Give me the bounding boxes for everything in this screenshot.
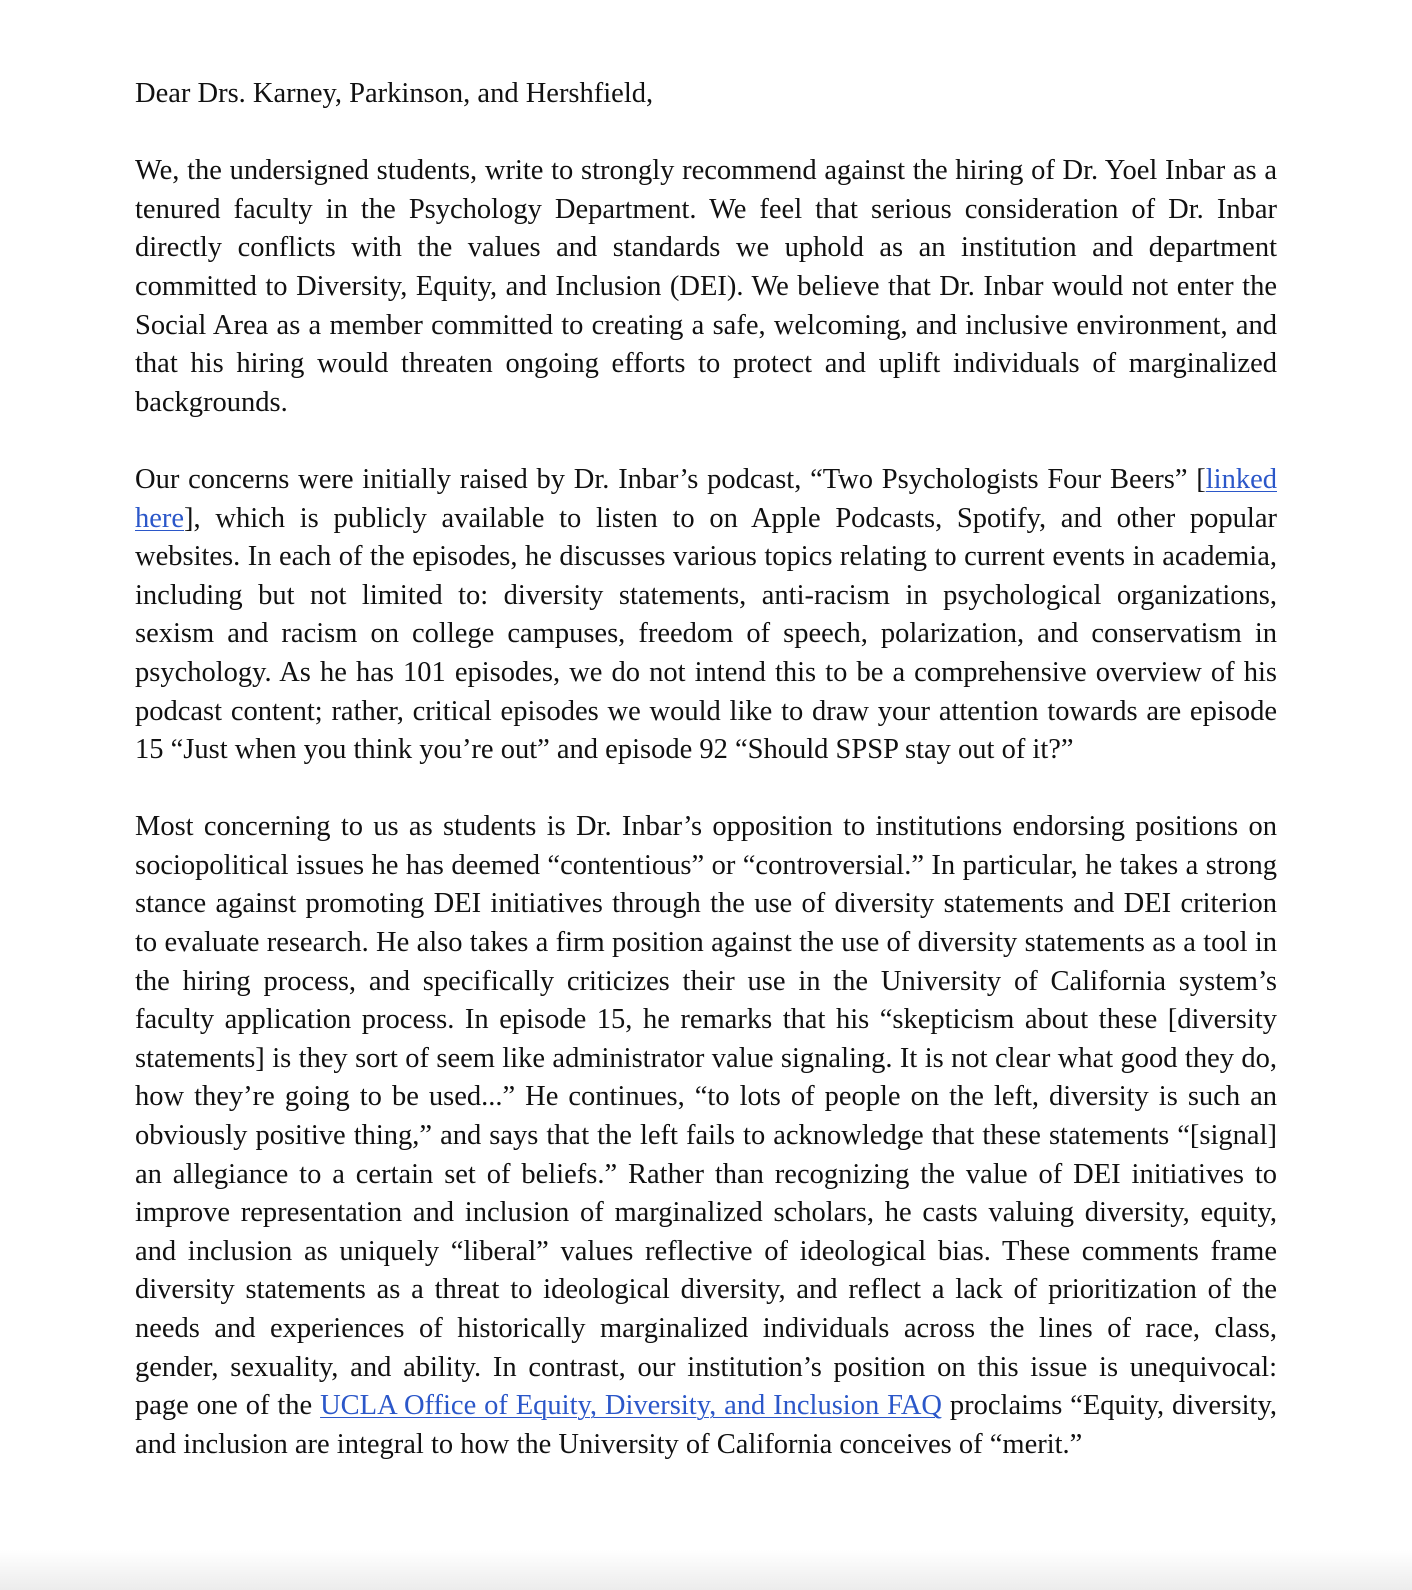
- paragraph-podcast-text-after-link: ], which is publicly available to listen to on Apple Podcasts, Spotify, and other popular websites. In each of the episodes, he discusses various topics relating to current events in academia, including but not limited to: diversity statements, anti-racism in psychological organizations, sexism and racism on college campuses, freedom of speech, polarization, and conservatism in psychology. As he has 101 episodes, we do not intend this to be a comprehensive overview of his podcast content; rather, critical episodes we would like to draw your attention towards are episode 15 “Just when you think you’re out” and episode 92 “Should SPSP stay out of it?”: [135, 502, 1277, 766]
- page-bottom-shadow: [0, 1550, 1412, 1590]
- paragraph-hiring-recommendation: We, the undersigned students, write to strongly recommend against the hiring of Dr. Yoel Inbar as a tenured faculty in the Psychology Department. We feel that serious consideration of Dr. Inbar directly conflicts with the values and standards we uphold as an institution and department committed to Diversity, Equity, and Inclusion (DEI). We believe that Dr. Inbar would not enter the Social Area as a member committed to creating a safe, welcoming, and inclusive environment, and that his hiring would threaten ongoing efforts to protect and uplift individuals of marginalized backgrounds.: [135, 155, 1277, 418]
- paragraph-podcast-text-before-link: Our concerns were initially raised by Dr. Inbar’s podcast, “Two Psychologists Four Beers” [: [135, 463, 1206, 495]
- ucla-edi-faq-link[interactable]: UCLA Office of Equity, Diversity, and Inclusion FAQ: [320, 1390, 943, 1422]
- letter-document: [135, 75, 1277, 1464]
- paragraph-dei-text-after-link: proclaims “Equity, diversity, and inclusion are integral to how the University of California conceives of “merit.”: [135, 1390, 1277, 1460]
- paragraph-dei-text-before-link: Most concerning to us as students is Dr. Inbar’s opposition to institutions endorsing positions on sociopolitical issues he has deemed “contentious” or “controversial.” In particular, he takes a strong stance against promoting DEI initiatives through the use of diversity statements and DEI criterion to evaluate research. He also takes a firm position against the use of diversity statements as a tool in the hiring process, and specifically criticizes their use in the University of California system’s faculty application process. In episode 15, he remarks that his “skepticism about these [diversity statements] is they sort of seem like administrator value signaling. It is not clear what good they do, how they’re going to be used...” He continues, “to lots of people on the left, diversity is such an obviously positive thing,” and says that the left fails to acknowledge that these statements “[signal] an allegiance to a certain set of beliefs.” Rather than recognizing the value of DEI initiatives to improve representation and inclusion of marginalized scholars, he casts valuing diversity, equity, and inclusion as uniquely “liberal” values reflective of ideological bias. These comments frame diversity statements as a threat to ideological diversity, and reflect a lack of prioritization of the needs and experiences of historically marginalized individuals across the lines of race, class, gender, sexuality, and ability. In contrast, our institution’s position on this issue is unequivocal: page one of the: [135, 811, 1277, 1422]
- letter-salutation: Dear Drs. Karney, Parkinson, and Hershfield,: [135, 78, 654, 109]
- paragraph-podcast-concerns: [135, 461, 1277, 770]
- paragraph-dei-opposition: [135, 808, 1277, 1464]
- podcast-link[interactable]: linked here: [135, 463, 1277, 534]
